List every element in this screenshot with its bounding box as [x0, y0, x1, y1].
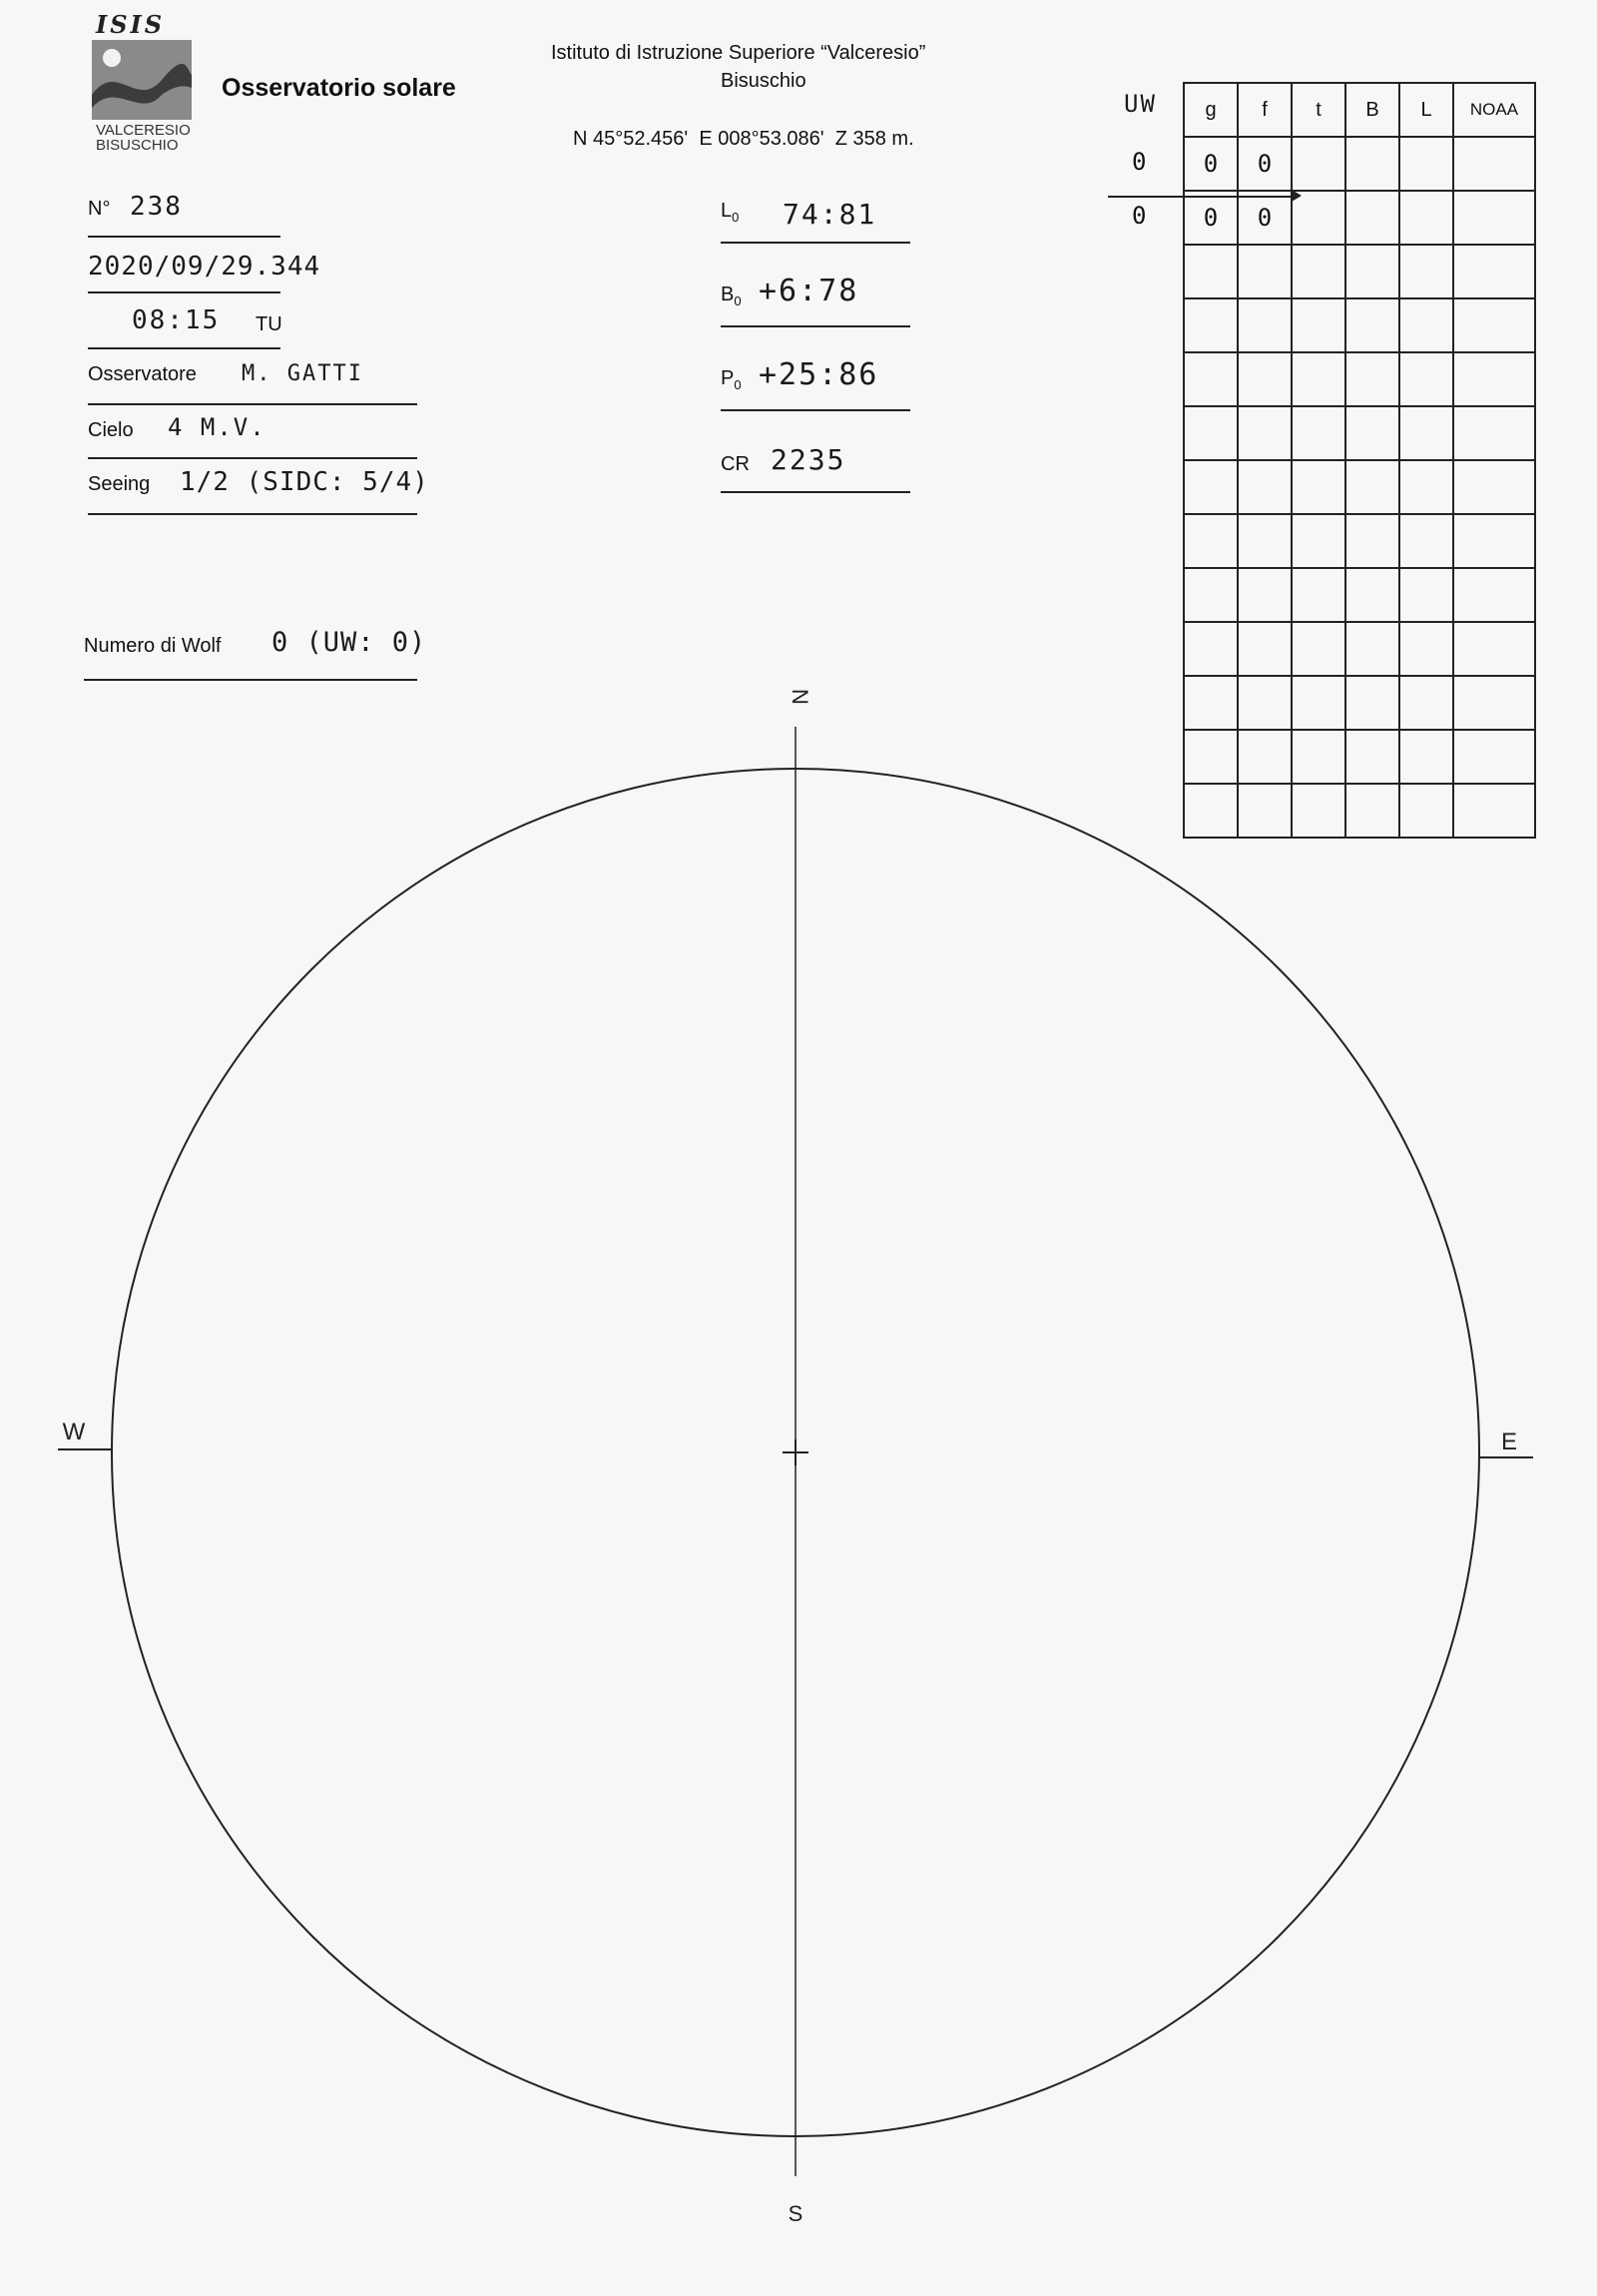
seeing-value: 1/2 (SIDC: 5/4)	[180, 467, 429, 497]
header-f: f	[1238, 83, 1292, 137]
wolf-label: Numero di Wolf	[84, 635, 222, 657]
number-value: 238	[130, 192, 183, 222]
observer-value: M. GATTI	[242, 361, 363, 386]
institute-town: Bisuschio	[721, 70, 806, 92]
logo-brand: ISIS	[96, 10, 166, 39]
time-unit: TU	[256, 313, 282, 335]
cell-g: 0	[1184, 137, 1238, 191]
logo-line1: VALCERESIO	[96, 122, 191, 139]
seeing-label: Seeing	[88, 473, 151, 495]
l0-subscript: 0	[732, 210, 740, 225]
observer-label: Osservatore	[88, 363, 197, 385]
header-l: L	[1399, 83, 1453, 137]
observatory-title: Osservatorio solare	[222, 74, 456, 102]
logo-line2: BISUSCHIO	[96, 137, 179, 154]
south-label: S	[788, 2201, 803, 2226]
header-g: g	[1184, 83, 1238, 137]
cr-value: 2235	[771, 443, 846, 476]
site-coordinates: N 45°52.456' E 008°53.086' Z 358 m.	[573, 128, 914, 150]
institute-name: Istituto di Istruzione Superiore “Valceresio”	[551, 42, 926, 64]
uw-row1-value: 0	[1132, 148, 1147, 176]
wolf-value: 0 (UW: 0)	[271, 627, 427, 658]
number-label: N°	[88, 198, 111, 220]
sky-label: Cielo	[88, 419, 134, 441]
west-label: W	[62, 1419, 86, 1445]
cell-f: 0	[1238, 191, 1292, 245]
l0-value: 74:81	[783, 198, 877, 231]
cell-f: 0	[1238, 137, 1292, 191]
header-b: B	[1345, 83, 1399, 137]
uw-header: UW	[1124, 90, 1157, 118]
b0-value: +6:78	[759, 274, 859, 308]
uw-row2-value: 0	[1132, 202, 1147, 230]
date-value: 2020/09/29.344	[88, 252, 321, 282]
sky-value: 4 M.V.	[168, 413, 266, 441]
header-t: t	[1292, 83, 1345, 137]
north-label: N	[788, 689, 812, 705]
cell-g: 0	[1184, 191, 1238, 245]
header-noaa: NOAA	[1453, 83, 1535, 137]
east-label: E	[1500, 1429, 1518, 1455]
cr-label: CR	[721, 453, 750, 475]
p0-subscript: 0	[734, 377, 742, 392]
b0-label: $B_0$	[721, 284, 742, 308]
time-value: 08:15	[132, 305, 221, 335]
p0-label: $P_0$	[721, 367, 742, 392]
b0-subscript: 0	[734, 293, 742, 308]
p0-value: +25:86	[759, 357, 879, 392]
l0-label: $L_0$	[721, 200, 740, 225]
